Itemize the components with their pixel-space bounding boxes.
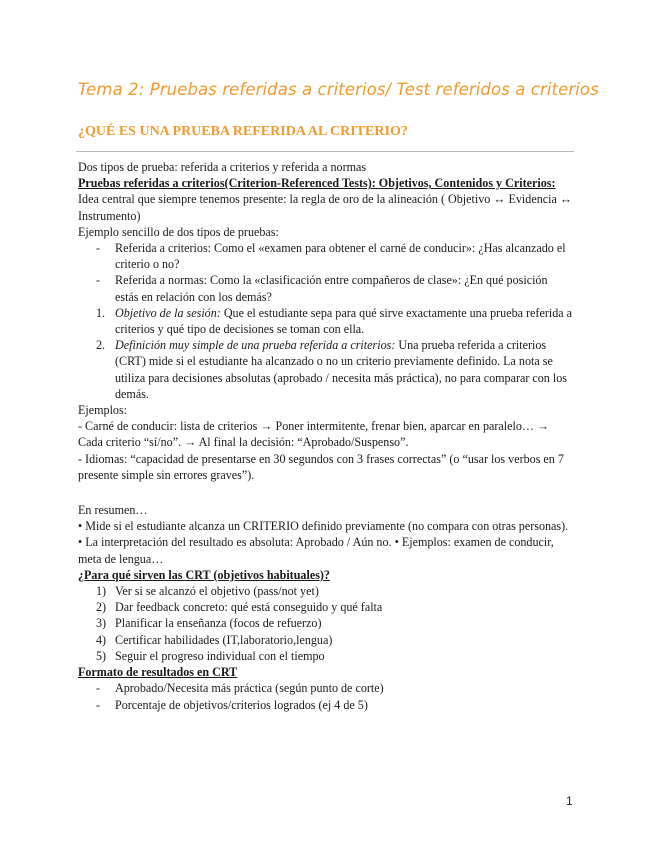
list-item [78,240,573,272]
list-marker: - [96,273,101,288]
resumen-point: • La interpretación del resultado es absoluta: Aprobado / Aún no. • Ejemplos: examen de conducir, meta de lengua… [78,535,554,566]
ejemplos-label: Ejemplos: [78,403,128,418]
list-item-text: Certificar habilidades (IT,laboratorio,lengua) [115,632,333,647]
list-marker: - [96,697,101,712]
example-intro: Ejemplo sencillo de dos tipos de pruebas: [78,224,279,239]
document-body [78,159,573,713]
list-item-text: Dar feedback concreto: qué está conseguido y qué falta [115,600,383,615]
spacer [78,483,573,502]
list-item-text: Planificar la enseñanza (focos de refuerzo) [115,616,322,631]
list-item [78,305,573,337]
section-heading: ¿QUÉ ES UNA PRUEBA REFERIDA AL CRITERIO? [78,124,408,139]
idea-paragraph: Idea central que siempre tenemos presente: la regla de oro de la alineación ( Objetivo ↔ Evidencia ↔ Instrumento) [78,192,572,223]
list-item [78,632,573,648]
list-item-text [115,337,573,402]
horizontal-rule [76,151,574,152]
list-item [78,697,573,713]
crt-heading: Pruebas referidas a criterios(Criterion-Referenced Tests): Objetivos, Contenidos y Criterios: [78,176,556,191]
item-label: Objetivo de la sesión: [115,305,221,320]
list-marker: 5) [96,648,107,663]
intro-line: Dos tipos de prueba: referida a criterios y referida a normas [78,160,367,174]
list-marker: 1) [96,584,107,599]
list-item [78,337,573,402]
list-marker: 3) [96,616,107,631]
list-item-text: Ver si se alcanzó el objetivo (pass/not yet) [115,584,319,599]
ejemplo-idiomas: - Idiomas: “capacidad de presentarse en 30 segundos con 3 frases correctas” (o “usar los verbos en 7 presente simple sin errores graves”). [78,451,564,482]
resumen-point: • Mide si el estudiante alcanza un CRITERIO definido previamente (no compara con otras personas). [78,519,569,534]
list-item [78,583,573,599]
list-item-text: Aprobado/Necesita más práctica (según punto de corte) [115,681,384,696]
list-marker: 2) [96,600,107,615]
item-text: Una prueba referida a criterios (CRT) mide si el estudiante ha alcanzado o no un criterio previamente definido. La nota se utiliza para decisiones absolutas (aprobado / necesita más práctica), no para comparar con los demás. [115,338,567,401]
list-marker: - [96,681,101,696]
list-marker: 4) [96,632,107,647]
list-item-text: Seguir el progreso individual con el tiempo [115,648,325,663]
page-number: 1 [566,794,573,808]
list-item [78,599,573,615]
list-marker: 1. [96,305,106,320]
item-label: Definición muy simple de una prueba referida a criterios: [115,338,396,353]
list-item-text: Porcentaje de objetivos/criterios logrados (ej 4 de 5) [115,697,368,712]
item-text: Que el estudiante sepa para qué sirve exactamente una prueba referida a criterios y qué tipo de decisiones se toman con ella. [115,305,573,337]
list-item-text: Referida a normas: Como la «clasificación entre compañeros de clase»: ¿En qué posición estás en relación con los demás? [115,273,548,304]
list-item [78,648,573,664]
ejemplo-conducir: - Carné de conducir: lista de criterios → Poner intermitente, frenar bien, aparcar en paralelo… → Cada criterio “sí/no”. → Al final la decisión: “Aprobado/Suspenso”. [78,419,550,450]
list-marker: - [96,241,101,256]
page-title: Tema 2: Pruebas referidas a criterios/ Test referidos a criterios [78,80,599,99]
list-item [78,272,573,304]
para-heading: ¿Para qué sirven las CRT (objetivos habituales)? [78,567,330,582]
list-marker: 2. [96,338,106,353]
resumen-label: En resumen… [78,503,148,518]
list-item-text [115,305,573,337]
formato-heading: Formato de resultados en CRT [78,665,238,680]
list-item [78,680,573,696]
list-item-text: Referida a criterios: Como el «examen para obtener el carné de conducir»: ¿Has alcanzado el criterio o no? [115,241,566,272]
list-item [78,615,573,631]
